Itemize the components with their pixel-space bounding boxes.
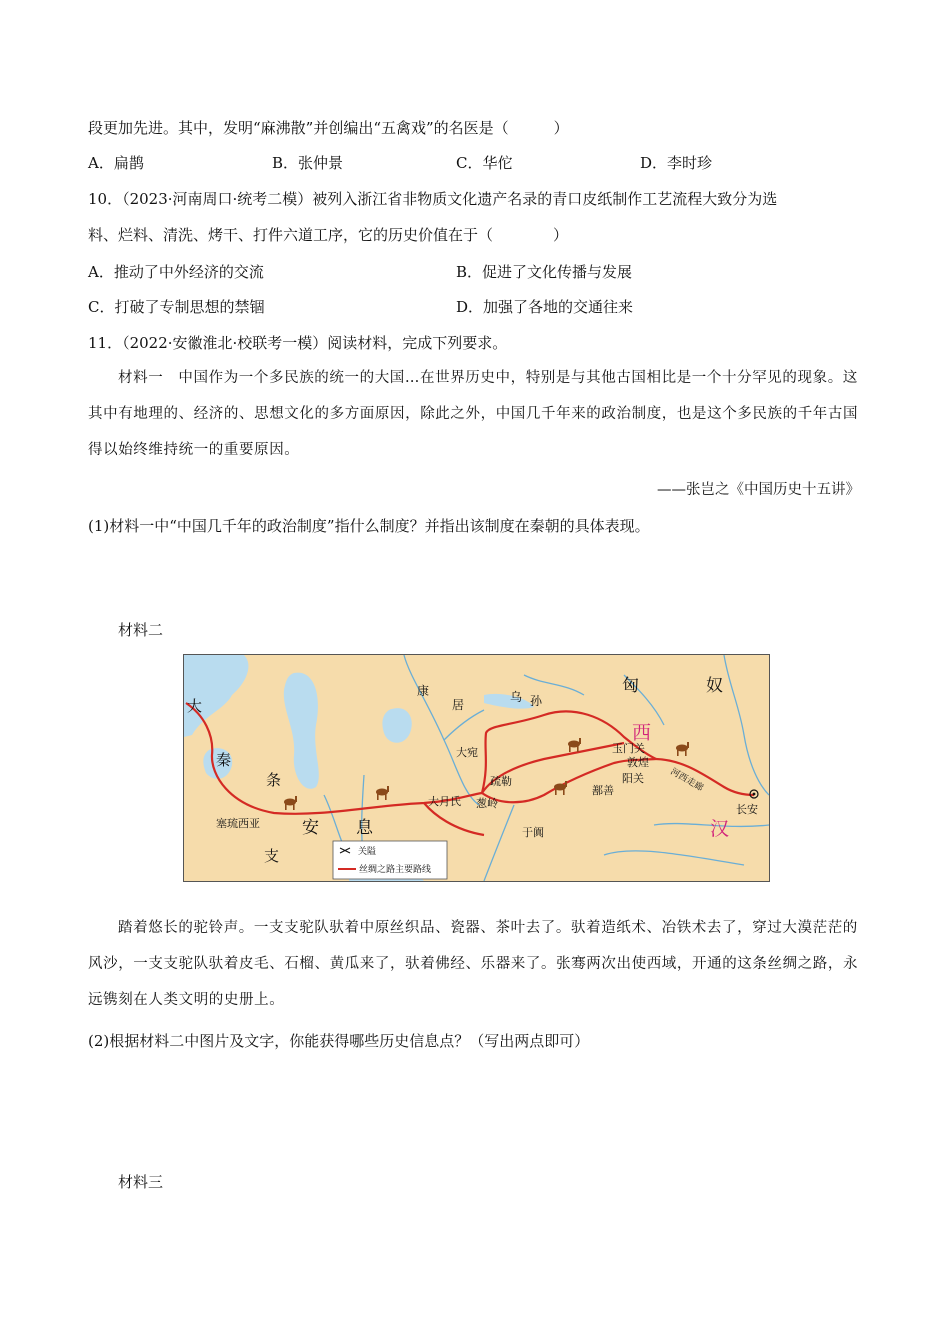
label-hexi: 河西走廊 bbox=[668, 766, 705, 794]
q9-option-b: B．张仲景 bbox=[272, 154, 344, 172]
q10-stem-line1: 10．（2023·河南周口·统考二模）被列入浙江省非物质文化遗产名录的青口皮纸制作工艺流程大致分为选 bbox=[88, 190, 778, 208]
label-anxi-1: 安 bbox=[302, 818, 319, 838]
q9-option-d: D．李时珍 bbox=[640, 154, 713, 172]
q11-intro: 11．（2022·安徽淮北·校联考一模）阅读材料，完成下列要求。 bbox=[88, 334, 508, 352]
label-da: 大 bbox=[187, 697, 203, 715]
label-dunhuang: 敦煌 bbox=[627, 756, 649, 769]
silk-road-map-svg bbox=[184, 655, 769, 881]
map-legend bbox=[333, 841, 447, 879]
label-kang: 康 bbox=[417, 684, 430, 698]
q9-stem: 段更加先进。其中，发明“麻沸散”并创编出“五禽戏”的名医是（ ） bbox=[88, 119, 569, 137]
legend-route-label: 丝绸之路主要路线 bbox=[359, 865, 432, 875]
q10-stem-line2: 料、烂料、清洗、烤干、打件六道工序，它的历史价值在于（ ） bbox=[88, 226, 569, 244]
label-shule: 疏勒 bbox=[490, 775, 512, 788]
label-changan: 长安 bbox=[736, 803, 758, 816]
label-anxi-2: 息 bbox=[356, 818, 373, 838]
label-yangguan: 阳关 bbox=[622, 772, 644, 785]
material-one-attribution: ——张岂之《中国历史十五讲》 bbox=[657, 482, 860, 498]
label-qin: 秦 bbox=[216, 751, 232, 769]
label-xiongnu-2: 奴 bbox=[706, 676, 723, 696]
sub-question-2: (2)根据材料二中图片及文字，你能获得哪些历史信息点？（写出两点即可） bbox=[88, 1032, 590, 1050]
label-han: 汉 bbox=[710, 818, 730, 840]
label-yumenguan: 玉门关 bbox=[612, 742, 645, 755]
q10-option-a: A．推动了中外经济的交流 bbox=[88, 263, 264, 281]
silk-road-map bbox=[183, 654, 770, 882]
material-three-label: 材料三 bbox=[118, 1173, 164, 1191]
q10-option-b: B．促进了文化传播与发展 bbox=[456, 263, 633, 281]
label-ju: 居 bbox=[452, 698, 465, 712]
label-shanshan: 鄯善 bbox=[592, 784, 614, 797]
label-dayuezhi: 大月氏 bbox=[428, 795, 461, 808]
q10-option-d: D．加强了各地的交通往来 bbox=[456, 298, 634, 316]
label-tiao: 条 bbox=[266, 771, 282, 789]
q10-option-c: C．打破了专制思想的禁锢 bbox=[88, 298, 265, 316]
changan-marker-dot bbox=[753, 793, 756, 796]
q9-option-a: A．扁鹊 bbox=[88, 154, 144, 172]
label-seleucia: 塞琉西亚 bbox=[216, 817, 260, 830]
material-two-label: 材料二 bbox=[118, 621, 164, 639]
material-one-text: 材料一 中国作为一个多民族的统一的大国…在世界历史中，特别是与其他古国相比是一个十分罕见的现象。这其中有地理的、经济的、思想文化的多方面原因，除此之外，中国几千年来的政治制度，也是这个多民族的千年古国得以始终维持统一的重要原因。 bbox=[88, 370, 859, 458]
label-yutian: 于阗 bbox=[522, 826, 544, 839]
label-xi: 西 bbox=[632, 722, 652, 744]
label-congling: 葱岭 bbox=[476, 797, 498, 810]
label-dawan: 大宛 bbox=[456, 746, 478, 759]
label-xiongnu-1: 匈 bbox=[622, 676, 639, 696]
sub-question-1: (1)材料一中“中国几千年的政治制度”指什么制度？并指出该制度在秦朝的具体表现。 bbox=[88, 517, 650, 535]
label-zhi: 支 bbox=[264, 847, 280, 865]
label-wusun-1: 乌 bbox=[510, 690, 523, 704]
label-wusun-2: 孙 bbox=[530, 694, 543, 708]
q9-option-c: C．华佗 bbox=[456, 154, 513, 172]
legend-pass-label: 关隘 bbox=[358, 847, 377, 857]
material-two-text: 踏着悠长的驼铃声。一支支驼队驮着中原丝织品、瓷器、茶叶去了。驮着造纸术、冶铁术去了，穿过大漠茫茫的风沙，一支支驼队驮着皮毛、石榴、黄瓜来了，驮着佛经、乐器来了。张骞两次出使西域，开通的这条丝绸之路，永远镌刻在人类文明的史册上。 bbox=[88, 920, 859, 1008]
